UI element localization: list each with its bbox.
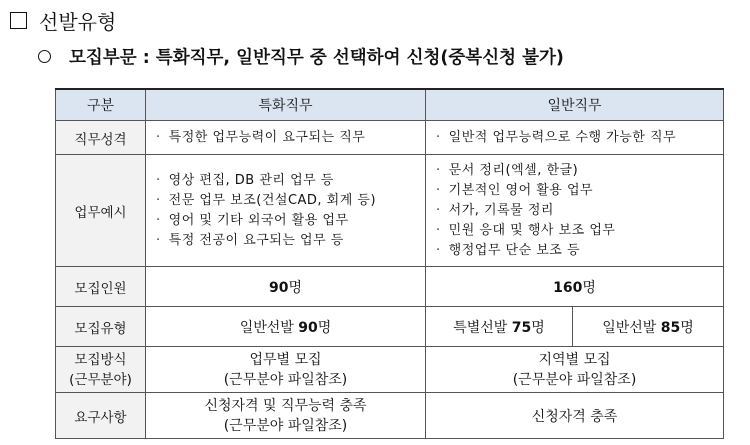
table-row bbox=[56, 307, 724, 347]
table-row bbox=[56, 267, 724, 307]
list-item: · 특정 전공이 요구되는 업무 등 bbox=[156, 232, 344, 248]
cell-special-examples bbox=[146, 155, 426, 267]
dot-bullet-icon: · bbox=[436, 129, 441, 145]
section-title-text: 선발유형 bbox=[39, 10, 117, 34]
dot-bullet-icon: · bbox=[156, 212, 161, 228]
dot-bullet-icon: · bbox=[156, 172, 161, 188]
dot-bullet-icon: · bbox=[156, 232, 161, 248]
cell-general-type-special: 특별선발 75명 bbox=[426, 307, 573, 347]
list-item: · 문서 정리(엑셀, 한글) bbox=[436, 162, 579, 178]
row-label-examples: 업무예시 bbox=[56, 155, 146, 267]
cell-general-nature: · 일반적 업무능력으로 수행 가능한 직무 bbox=[426, 121, 724, 155]
list-item: · 기본적인 영어 활용 업무 bbox=[436, 182, 594, 198]
table-row bbox=[56, 121, 724, 155]
cell-special-type: 일반선발 90명 bbox=[146, 307, 426, 347]
subtitle-text: 모집부문 : 특화직무, 일반직무 중 선택하여 신청(중복신청 불가) bbox=[69, 48, 564, 68]
cell-general-requirements: 신청자격 충족 bbox=[426, 393, 724, 439]
dot-bullet-icon: · bbox=[436, 242, 441, 258]
table-header-row bbox=[56, 89, 724, 121]
dot-bullet-icon: · bbox=[436, 222, 441, 238]
checkbox-square-icon bbox=[10, 12, 27, 29]
dot-bullet-icon: · bbox=[436, 202, 441, 218]
header-special-duty: 특화직무 bbox=[146, 89, 426, 121]
cell-general-type-general: 일반선발 85명 bbox=[573, 307, 724, 347]
list-item: · 민원 응대 및 행사 보조 업무 bbox=[436, 222, 616, 238]
header-category: 구분 bbox=[56, 89, 146, 121]
table-row bbox=[56, 393, 724, 439]
row-label-type: 모집유형 bbox=[56, 307, 146, 347]
subtitle bbox=[38, 44, 564, 69]
section-title bbox=[10, 6, 116, 35]
table-row bbox=[56, 347, 724, 393]
row-label-headcount: 모집인원 bbox=[56, 267, 146, 307]
cell-special-nature: · 특정한 업무능력이 요구되는 직무 bbox=[146, 121, 426, 155]
circle-bullet-icon bbox=[38, 50, 51, 63]
list-item: · 전문 업무 보조(건설CAD, 회계 등) bbox=[156, 192, 377, 208]
row-label-method: 모집방식 (근무분야) bbox=[56, 347, 146, 393]
list-item: · 영어 및 기타 외국어 활용 업무 bbox=[156, 212, 349, 228]
dot-bullet-icon: · bbox=[436, 182, 441, 198]
cell-general-examples bbox=[426, 155, 724, 267]
recruitment-table bbox=[55, 88, 724, 439]
cell-special-requirements: 신청자격 및 직무능력 충족 (근무분야 파일참조) bbox=[146, 393, 426, 439]
row-label-requirements: 요구사항 bbox=[56, 393, 146, 439]
cell-general-method: 지역별 모집 (근무분야 파일참조) bbox=[426, 347, 724, 393]
dot-bullet-icon: · bbox=[436, 162, 441, 178]
cell-special-headcount: 90명 bbox=[146, 267, 426, 307]
list-item: · 영상 편집, DB 관리 업무 등 bbox=[156, 172, 334, 188]
row-label-nature: 직무성격 bbox=[56, 121, 146, 155]
list-item: · 행정업무 단순 보조 등 bbox=[436, 242, 581, 258]
dot-bullet-icon: · bbox=[156, 192, 161, 208]
dot-bullet-icon: · bbox=[156, 129, 161, 145]
list-item: · 서가, 기록물 정리 bbox=[436, 202, 554, 218]
header-general-duty: 일반직무 bbox=[426, 89, 724, 121]
cell-general-headcount: 160명 bbox=[426, 267, 724, 307]
cell-special-method: 업무별 모집 (근무분야 파일참조) bbox=[146, 347, 426, 393]
table-row bbox=[56, 155, 724, 267]
